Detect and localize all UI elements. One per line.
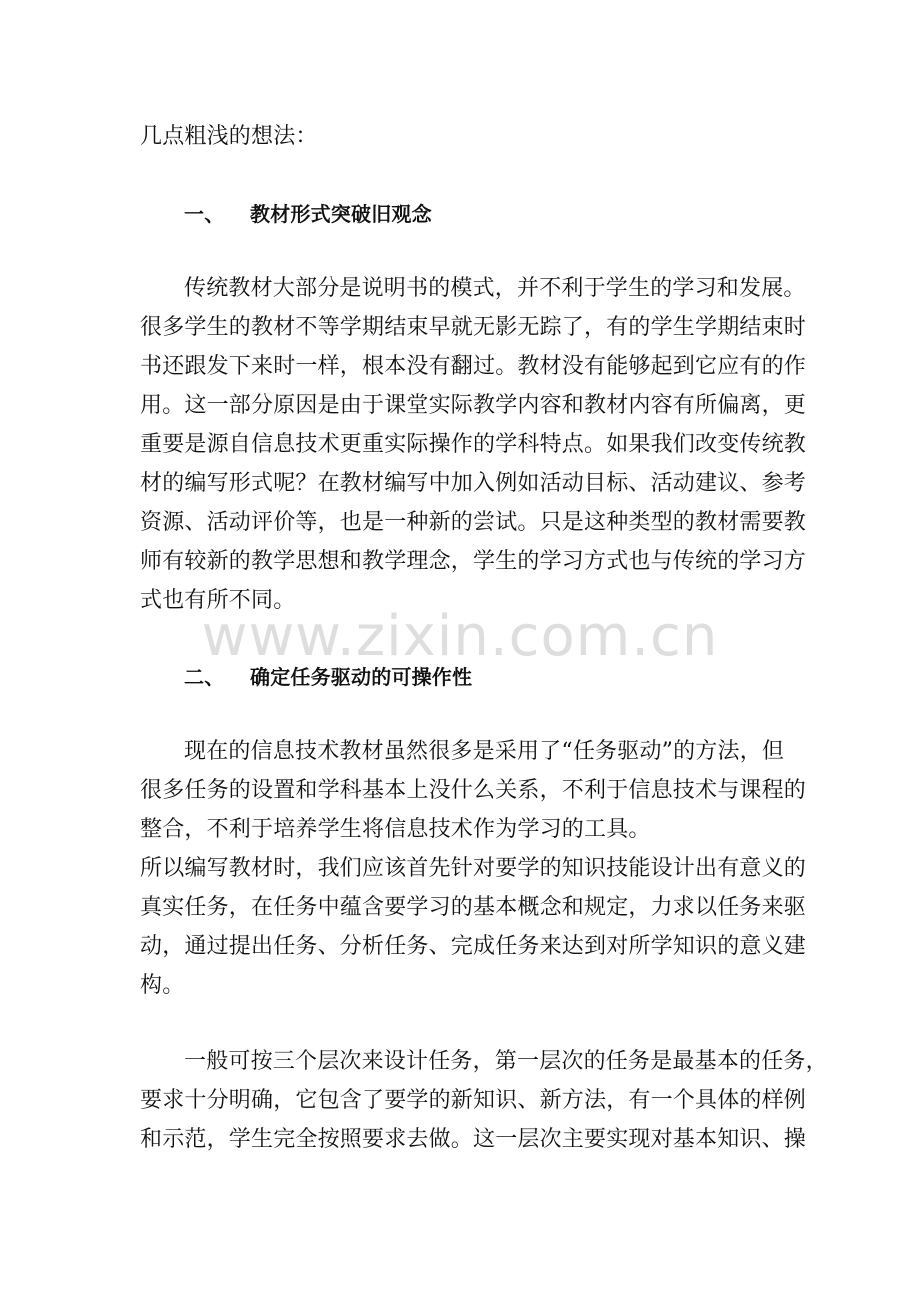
section1-title: 教材形式突破旧观念 xyxy=(250,202,432,226)
paragraph-line: 构。 xyxy=(140,973,185,998)
paragraph-line: 现在的信息技术教材虽然很多是采用了“任务驱动”的方法，但 xyxy=(184,739,785,764)
paragraph-line: 整合，不利于培养学生将信息技术作为学习的工具。 xyxy=(140,817,651,842)
paragraph-line: 传统教材大部分是说明书的模式，并不利于学生的学习和发展。 xyxy=(184,276,806,301)
paragraph-line: 很多任务的设置和学科基本上没什么关系，不利于信息技术与课程的 xyxy=(140,778,807,803)
paragraph-line: 很多学生的教材不等学期结束早就无影无踪了，有的学生学期结束时 xyxy=(140,315,807,340)
paragraph-line: 重要是源自信息技术更重实际操作的学科特点。如果我们改变传统教 xyxy=(140,432,807,457)
paragraph-line: 动，通过提出任务、分析任务、完成任务来达到对所学知识的意义建 xyxy=(140,934,807,959)
paragraph-line: 书还跟发下来时一样，根本没有翻过。教材没有能够起到它应有的作 xyxy=(140,354,807,379)
paragraph-line: 资源、活动评价等，也是一种新的尝试。只是这种类型的教材需要教 xyxy=(140,510,807,535)
watermark-text: www.zixin.com.cn xyxy=(201,604,719,669)
paragraph-line: 式也有所不同。 xyxy=(140,588,296,613)
intro-text: 几点粗浅的想法： xyxy=(140,124,318,149)
paragraph-line: 和示范，学生完全按照要求去做。这一层次主要实现对基本知识、操 xyxy=(140,1127,807,1152)
section2-number: 二、 xyxy=(184,665,225,689)
paragraph-line: 师有较新的教学思想和教学理念，学生的学习方式也与传统的学习方 xyxy=(140,549,807,574)
paragraph-line: 所以编写教材时，我们应该首先针对要学的知识技能设计出有意义的 xyxy=(140,856,807,881)
section2-title: 确定任务驱动的可操作性 xyxy=(250,665,473,689)
section2-heading xyxy=(184,662,472,692)
paragraph-line: 材的编写形式呢？在教材编写中加入例如活动目标、活动建议、参考 xyxy=(140,471,807,496)
section1-heading xyxy=(184,199,432,229)
paragraph-line: 真实任务，在任务中蕴含要学习的基本概念和规定，力求以任务来驱 xyxy=(140,895,807,920)
paragraph-line: 要求十分明确，它包含了要学的新知识、新方法，有一个具体的样例 xyxy=(140,1088,807,1113)
section1-number: 一、 xyxy=(184,202,225,226)
paragraph-line: 一般可按三个层次来设计任务，第一层次的任务是最基本的任务， xyxy=(184,1049,828,1074)
paragraph-line: 用。这一部分原因是由于课堂实际教学内容和教材内容有所偏离，更 xyxy=(140,393,807,418)
